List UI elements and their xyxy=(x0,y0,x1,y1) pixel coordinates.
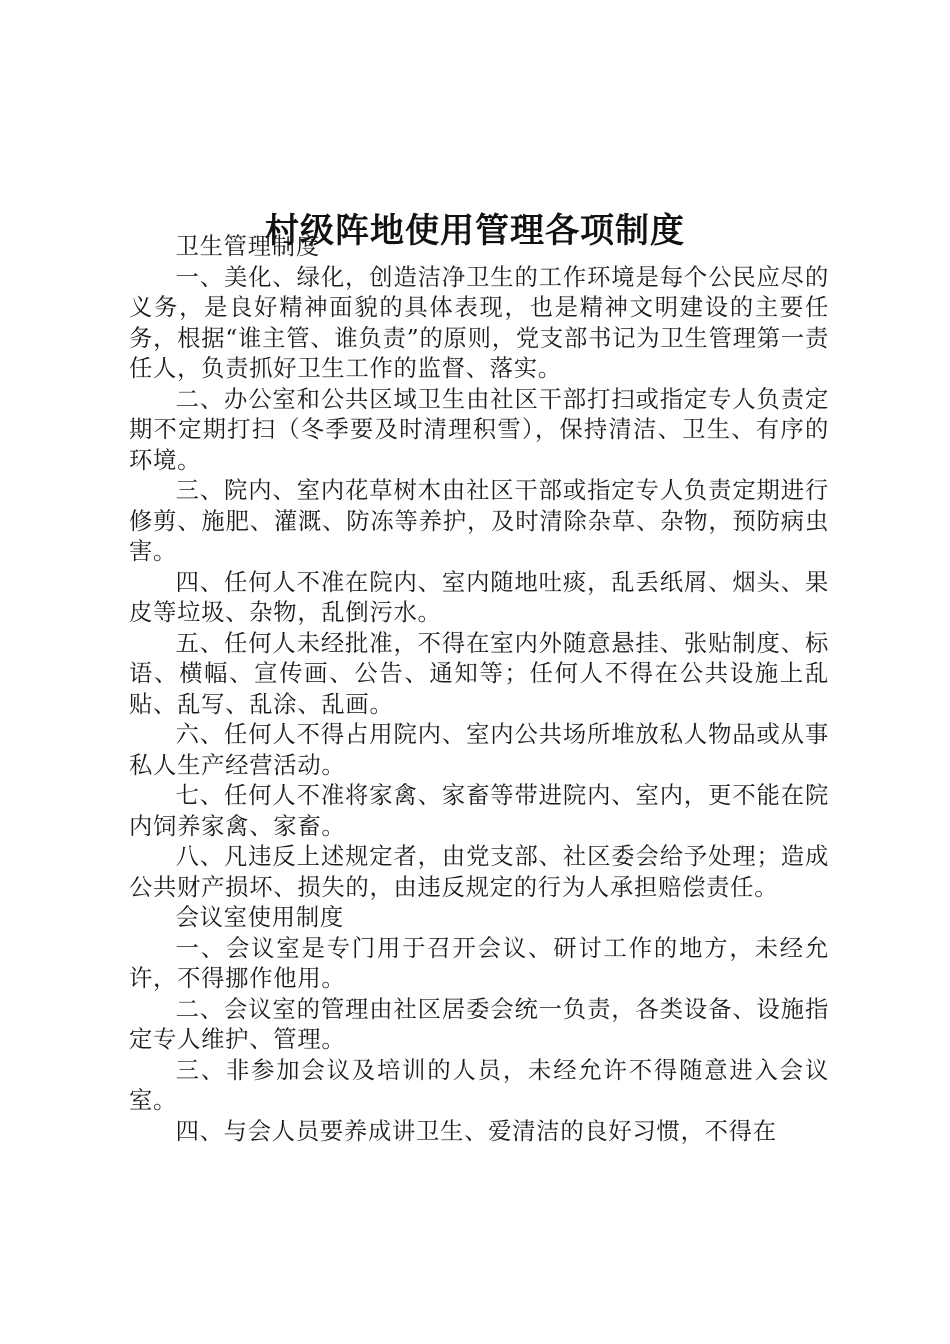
paragraph: 二、办公室和公共区域卫生由社区干部打扫或指定专人负责定期不定期打扫（冬季要及时清理积雪），保持清洁、卫生、有序的环境。 xyxy=(129,385,829,474)
paragraph: 三、非参加会议及培训的人员，未经允许不得随意进入会议室。 xyxy=(129,1056,829,1114)
paragraph: 一、美化、绿化，创造洁净卫生的工作环境是每个公民应尽的义务，是良好精神面貌的具体表现，也是精神文明建设的主要任务，根据“谁主管、谁负责”的原则，党支部书记为卫生管理第一责任人，负责抓好卫生工作的监督、落实。 xyxy=(129,263,829,382)
paragraph: 七、任何人不准将家禽、家畜等带进院内、室内，更不能在院内饲养家禽、家畜。 xyxy=(129,782,829,840)
paragraph: 二、会议室的管理由社区居委会统一负责，各类设备、设施指定专人维护、管理。 xyxy=(129,995,829,1053)
document-body xyxy=(129,232,829,1147)
section-hygiene xyxy=(129,232,829,903)
paragraph: 一、会议室是专门用于召开会议、研讨工作的地方，未经允许，不得挪作他用。 xyxy=(129,934,829,992)
section-heading: 会议室使用制度 xyxy=(175,904,344,931)
paragraph: 三、院内、室内花草树木由社区干部或指定专人负责定期进行修剪、施肥、灌溉、防冻等养护，及时清除杂草、杂物，预防病虫害。 xyxy=(129,477,829,565)
paragraph: 八、凡违反上述规定者，由党支部、社区委会给予处理；造成公共财产损坏、损失的，由违反规定的行为人承担赔偿责任。 xyxy=(129,843,829,901)
paragraph: 四、与会人员要养成讲卫生、爱清洁的良好习惯，不得在 xyxy=(175,1117,777,1145)
section-heading: 卫生管理制度 xyxy=(175,233,320,260)
section-meeting-room xyxy=(129,903,829,1147)
paragraph: 五、任何人未经批准，不得在室内外随意悬挂、张贴制度、标语、横幅、宣传画、公告、通知等；任何人不得在公共设施上乱贴、乱写、乱涂、乱画。 xyxy=(129,629,829,718)
paragraph: 六、任何人不得占用院内、室内公共场所堆放私人物品或从事私人生产经营活动。 xyxy=(129,721,829,779)
paragraph: 四、任何人不准在院内、室内随地吐痰，乱丢纸屑、烟头、果皮等垃圾、杂物，乱倒污水。 xyxy=(129,568,829,626)
document-title: 村级阵地使用管理各项制度 xyxy=(265,210,685,251)
